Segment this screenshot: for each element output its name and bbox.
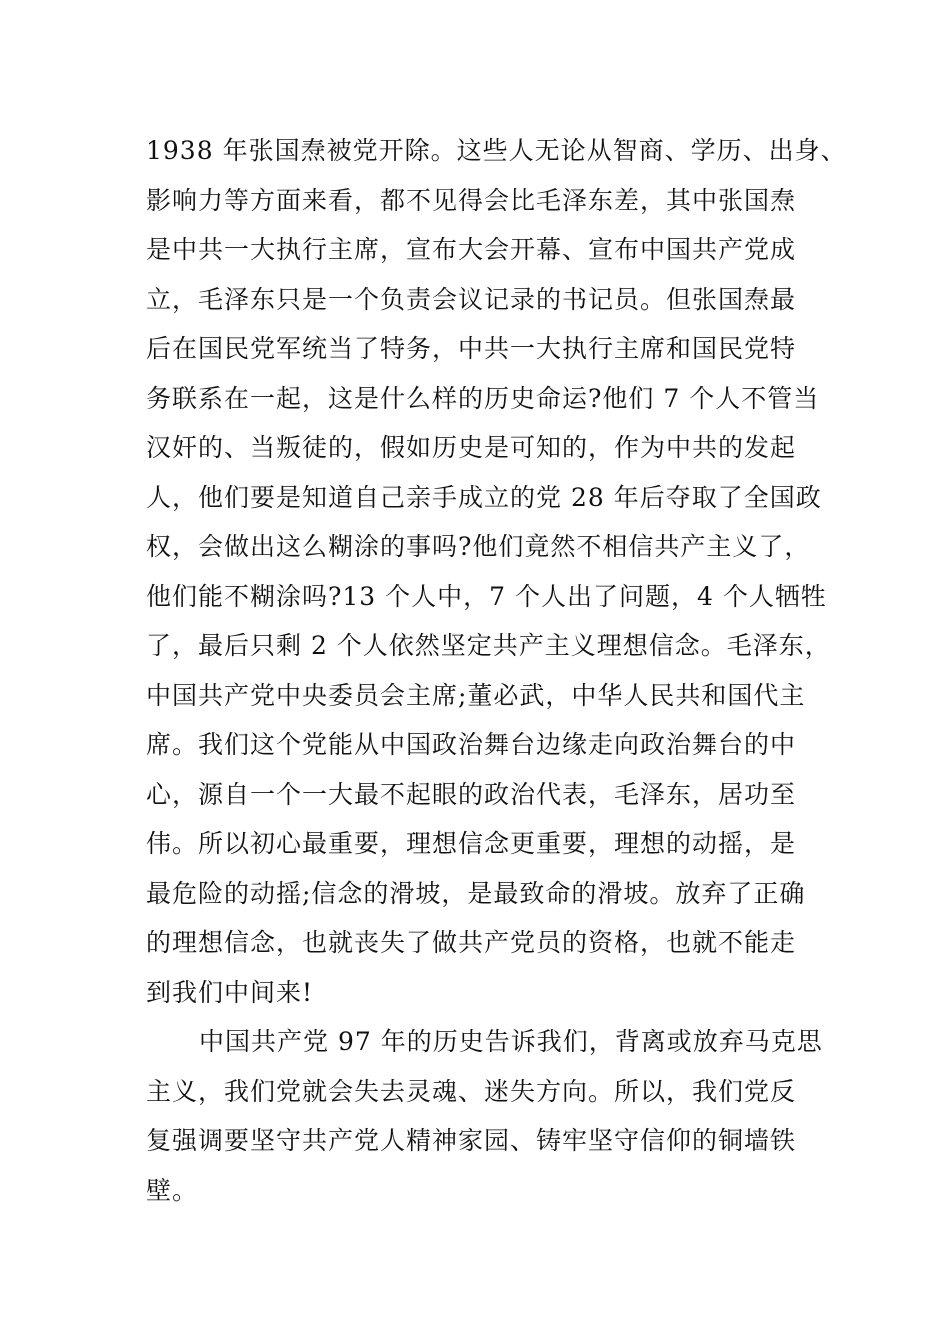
text-line: 最危险的动摇;信念的滑坡，是最致命的滑坡。放弃了正确	[146, 878, 806, 908]
text-line: 的理想信念，也就丧失了做共产党员的资格，也就不能走	[146, 928, 797, 957]
text-line: 1938 年张国焘被党开除。这些人无论从智商、学历、出身、	[146, 136, 847, 165]
text-line: 了，最后只剩 2 个人依然坚定共产主义理想信念。毛泽东，	[146, 631, 831, 660]
text-line: 壁。	[146, 1175, 199, 1205]
paragraph-2	[146, 1017, 823, 1215]
text-line: 主义，我们党就会失去灵魂、迷失方向。所以，我们党反	[146, 1076, 797, 1106]
text-line: 复强调要坚守共产党人精神家园、铸牢坚守信仰的铜墙铁	[146, 1126, 797, 1155]
text-line: 人，他们要是知道自己亲手成立的党 28 年后夺取了全国政	[146, 482, 822, 512]
text-line: 到我们中间来!	[146, 977, 314, 1007]
document-body	[146, 126, 847, 1215]
text-line: 立，毛泽东只是一个负责会议记录的书记员。但张国焘最	[146, 284, 797, 314]
text-line: 影响力等方面来看，都不见得会比毛泽东差，其中张国焘	[146, 185, 797, 215]
text-line: 他们能不糊涂吗?13 个人中，7 个人出了问题，4 个人牺牲	[146, 581, 827, 611]
paragraph-1	[146, 126, 847, 1017]
text-line: 中国共产党 97 年的历史告诉我们，背离或放弃马克思	[199, 1027, 823, 1056]
text-line: 心，源自一个一大最不起眼的政治代表，毛泽东，居功至	[146, 779, 797, 809]
text-line: 是中共一大执行主席，宣布大会开幕、宣布中国共产党成	[146, 235, 797, 264]
text-line: 伟。所以初心最重要，理想信念更重要，理想的动摇，是	[146, 829, 797, 858]
text-line: 后在国民党军统当了特务，中共一大执行主席和国民党特	[146, 334, 797, 363]
text-line: 务联系在一起，这是什么样的历史命运?他们 7 个人不管当	[146, 383, 820, 413]
text-line: 席。我们这个党能从中国政治舞台边缘走向政治舞台的中	[146, 730, 797, 759]
text-line: 中国共产党中央委员会主席;董必武，中华人民共和国代主	[146, 680, 806, 710]
text-line: 汉奸的、当叛徒的，假如历史是可知的，作为中共的发起	[146, 433, 797, 462]
text-line: 权，会做出这么糊涂的事吗?他们竟然不相信共产主义了，	[146, 532, 811, 561]
